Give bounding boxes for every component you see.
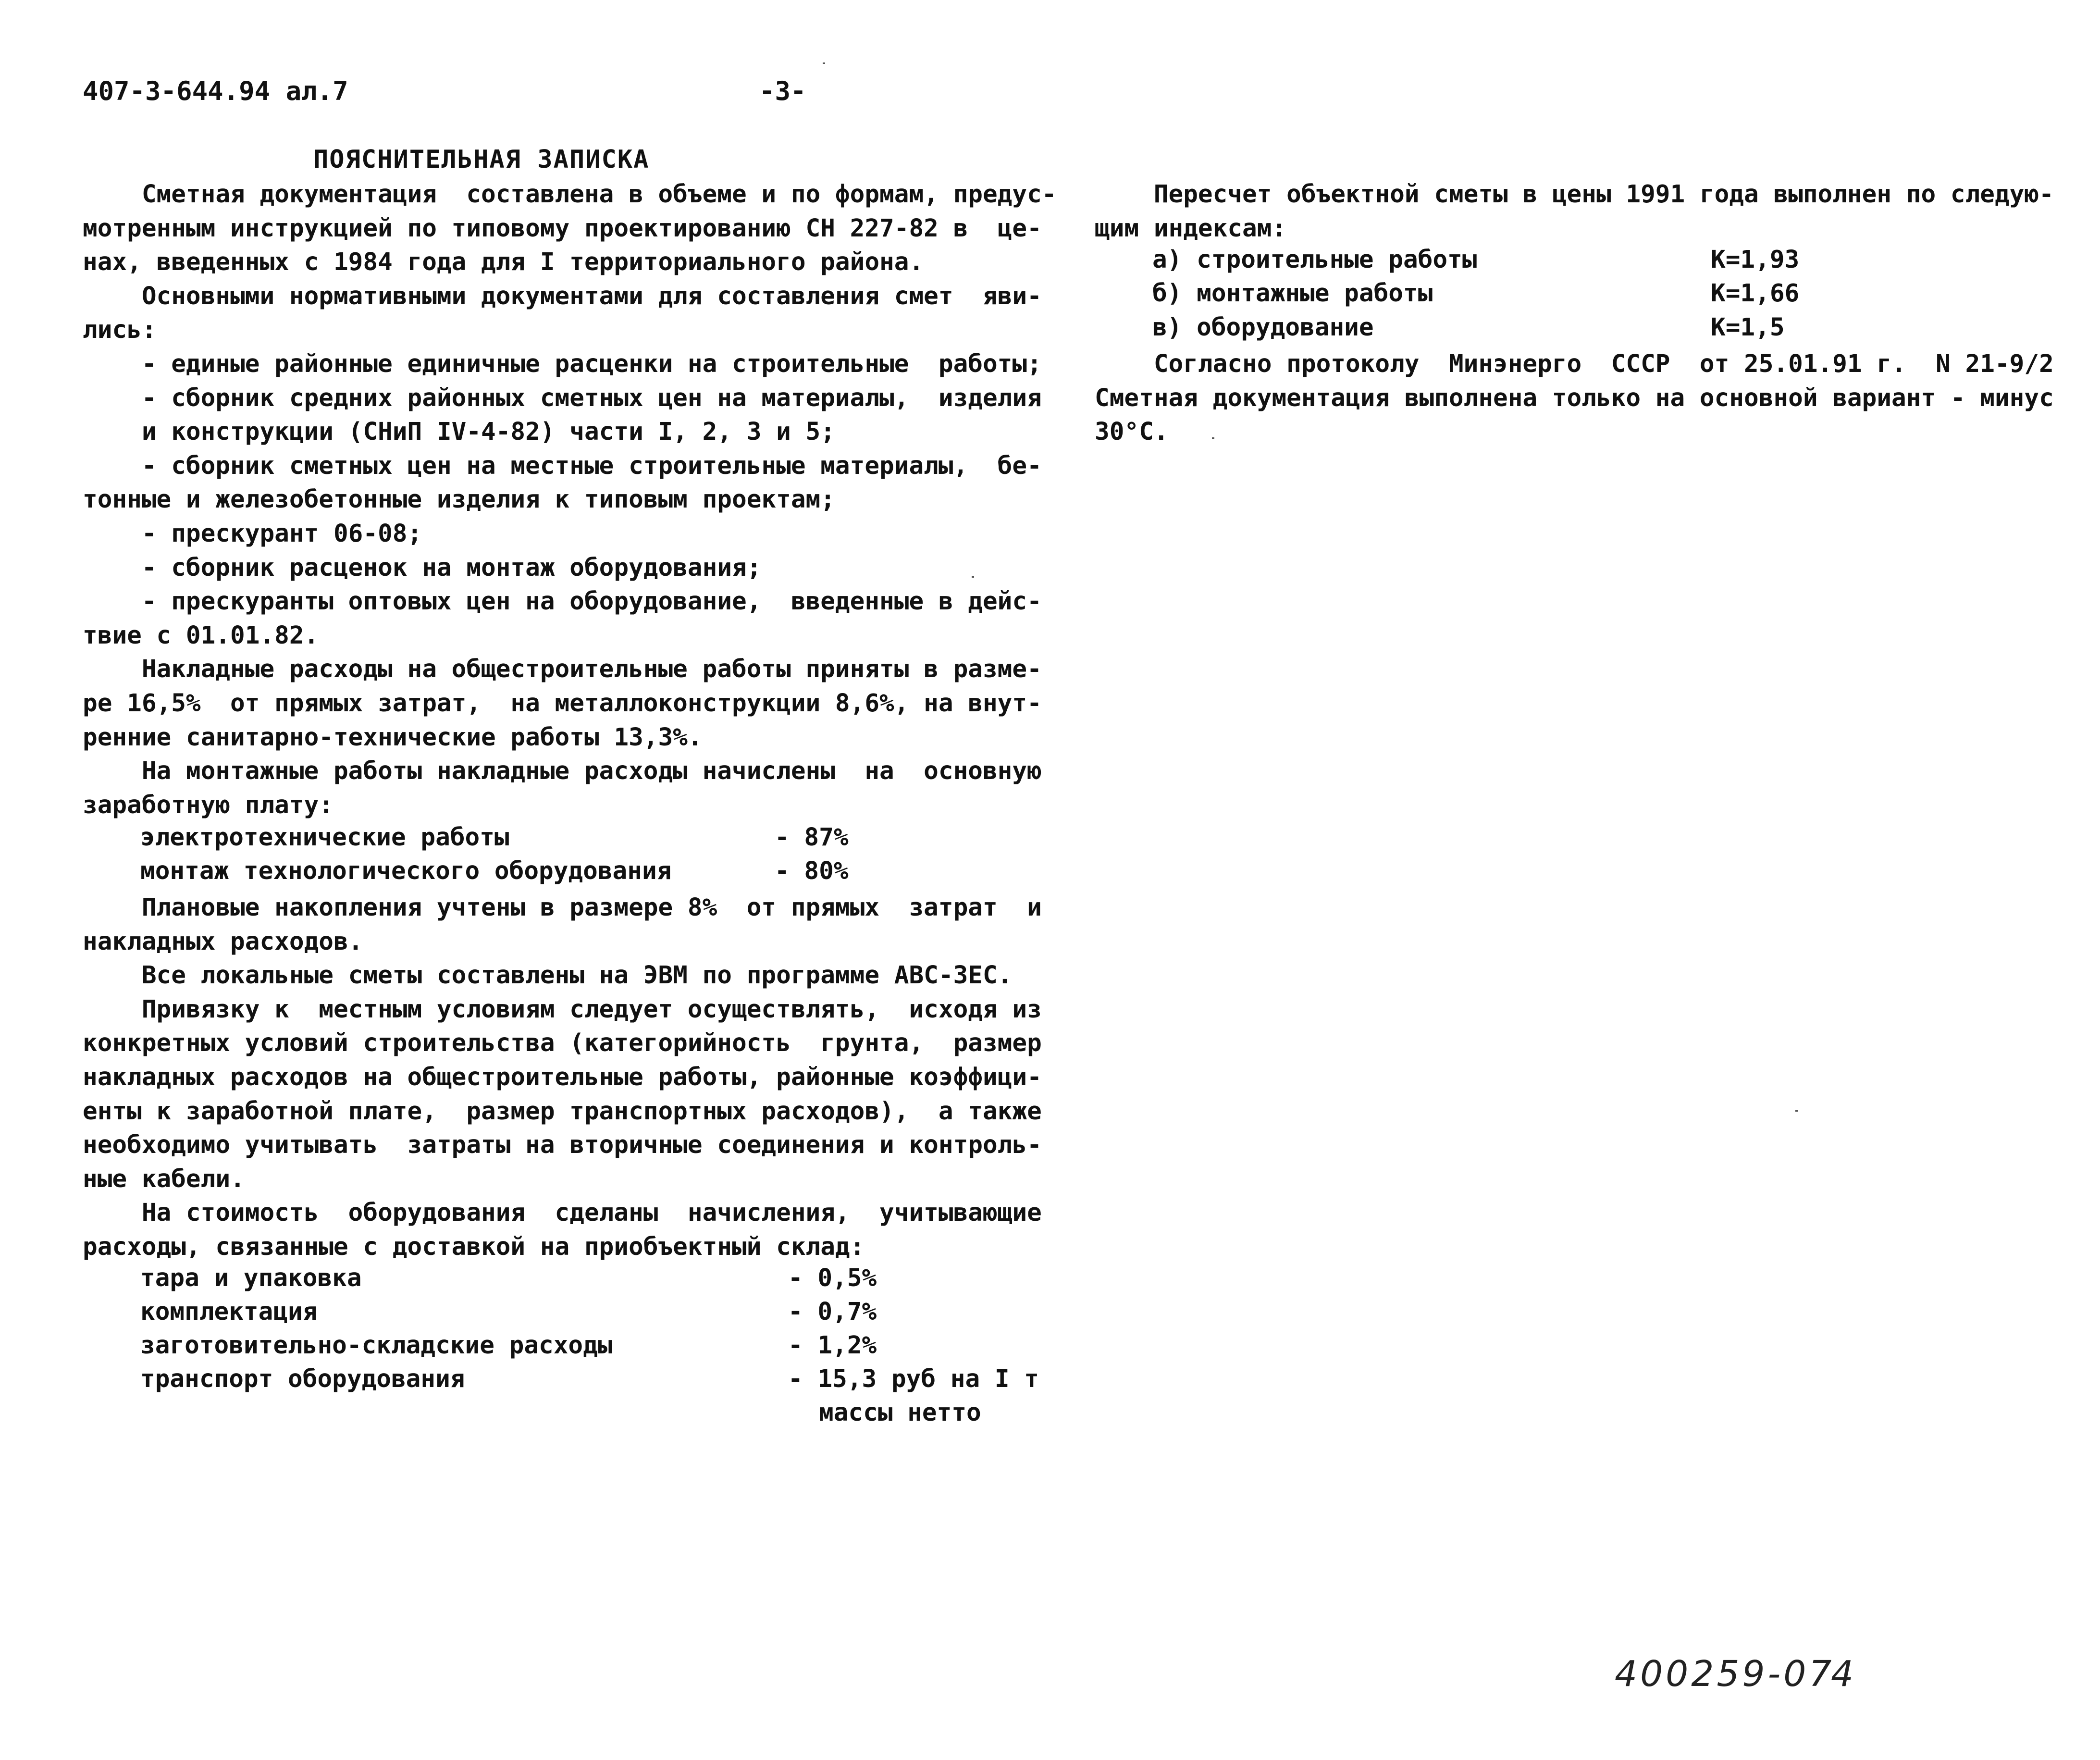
cost-row	[83, 1331, 1044, 1365]
index-label: б) монтажные работы	[1152, 279, 1433, 308]
sheet-number: 4	[1831, 1653, 1857, 1695]
rate-value: - 87%	[775, 823, 849, 852]
list-item: и конструкции (СНиП IV-4-82) части I, 2, 3 и 5;	[83, 418, 835, 446]
cost-label: заготовительно-складские расходы	[140, 1331, 613, 1360]
index-row	[1095, 246, 2008, 279]
index-label: а) строительные работы	[1152, 246, 1477, 274]
text-line: Пересчет объектной сметы в цены 1991 года выполнен по следую-	[1095, 180, 2054, 209]
document-code: 407-3-644.94 ал.7	[83, 76, 348, 106]
list-item: - прескурант 06-08;	[83, 519, 422, 548]
cost-value: - 15,3 руб на I т	[788, 1365, 1039, 1393]
list-item: - сборник расценок на монтаж оборудования;	[83, 553, 762, 582]
left-paragraph-1	[83, 178, 1057, 822]
text-line: нах, введенных с 1984 года для I территориального района.	[83, 248, 924, 277]
index-value: К=1,5	[1711, 313, 1785, 342]
text-line: мотренным инструкцией по типовому проектированию СН 227-82 в це-	[83, 214, 1042, 243]
rate-label: монтаж технологического оборудования	[140, 857, 672, 885]
index-value: К=1,93	[1711, 246, 1800, 274]
cost-value-tail: массы нетто	[819, 1399, 981, 1427]
list-item: тонные и железобетонные изделия к типовым проектам;	[83, 485, 835, 514]
text-line: щим индексам:	[1095, 214, 1287, 243]
list-item: - сборник средних районных сметных цен на материалы, изделия	[83, 384, 1042, 412]
rate-row	[83, 857, 996, 891]
right-protocol	[1095, 347, 2054, 449]
scan-speck	[1212, 437, 1214, 439]
text-line: енты к заработной плате, размер транспортных расходов), а также	[83, 1097, 1042, 1126]
text-line: заработную плату:	[83, 791, 334, 819]
scan-speck	[823, 62, 825, 64]
text-line: лись:	[83, 316, 157, 345]
list-item: - сборник сметных цен на местные строительные материалы, бе-	[83, 451, 1042, 480]
scan-speck	[1795, 1110, 1798, 1112]
rate-label: электротехнические работы	[140, 823, 509, 852]
cost-row	[83, 1298, 1044, 1331]
left-paragraph-5	[83, 891, 1042, 1264]
cost-value: - 0,7%	[788, 1298, 877, 1326]
list-item: - единые районные единичные расценки на строительные работы;	[83, 349, 1042, 378]
page-title: ПОЯСНИТЕЛЬНАЯ ЗАПИСКА	[313, 145, 650, 174]
text-line: необходимо учитывать затраты на вторичные соединения и контроль-	[83, 1131, 1042, 1160]
scan-speck	[972, 576, 974, 578]
index-row	[1095, 279, 2008, 313]
inventory-number: 400259-07	[1615, 1653, 1835, 1695]
index-row	[1095, 313, 2008, 347]
page-number: -3-	[759, 76, 806, 106]
cost-value: - 0,5%	[788, 1264, 877, 1292]
index-label: в) оборудование	[1152, 313, 1374, 342]
text-line: На стоимость оборудования сделаны начисления, учитывающие	[83, 1199, 1042, 1227]
cost-value: - 1,2%	[788, 1331, 877, 1360]
list-item: - прескуранты оптовых цен на оборудование, введенные в дейс-	[83, 587, 1042, 616]
cost-label: тара и упаковка	[140, 1264, 362, 1292]
text-line: накладных расходов.	[83, 927, 363, 956]
cost-row	[83, 1365, 1092, 1399]
text-line: Сметная документация выполнена только на основной вариант - минус	[1095, 384, 2054, 412]
right-intro	[1095, 178, 2054, 246]
cost-row	[83, 1264, 1044, 1298]
rate-value: - 80%	[775, 857, 849, 885]
text-line: ренние санитарно-технические работы 13,3%.	[83, 723, 703, 752]
text-line: Основными нормативными документами для составления смет яви-	[83, 282, 1042, 310]
text-line: ные кабели.	[83, 1165, 245, 1193]
text-line: Сметная документация составлена в объеме и по формам, предус-	[83, 180, 1057, 209]
list-item: твие с 01.01.82.	[83, 621, 319, 650]
text-line: Накладные расходы на общестроительные работы приняты в разме-	[83, 655, 1042, 684]
text-line: конкретных условий строительства (категорийность грунта, размер	[83, 1029, 1042, 1058]
text-line: Согласно протоколу Минэнерго СССР от 25.01.91 г. N 21-9/2	[1095, 350, 2054, 378]
text-line: накладных расходов на общестроительные работы, районные коэффици-	[83, 1063, 1042, 1091]
text-line: Привязку к местным условиям следует осуществлять, исходя из	[83, 995, 1042, 1024]
text-line: 30°С.	[1095, 418, 1169, 446]
cost-label: комплектация	[140, 1298, 318, 1326]
text-line: расходы, связанные с доставкой на приобъектный склад:	[83, 1232, 865, 1261]
index-value: К=1,66	[1711, 279, 1800, 308]
text-line: Плановые накопления учтены в размере 8% от прямых затрат и	[83, 893, 1042, 922]
text-line: ре 16,5% от прямых затрат, на металлоконструкции 8,6%, на внут-	[83, 689, 1042, 718]
text-line: На монтажные работы накладные расходы начислены на основную	[83, 757, 1042, 786]
rate-row	[83, 823, 996, 857]
text-line: Все локальные сметы составлены на ЭВМ по программе АВС-3ЕС.	[83, 961, 1013, 990]
cost-label: транспорт оборудования	[140, 1365, 465, 1393]
cost-row-continuation	[83, 1399, 1092, 1432]
